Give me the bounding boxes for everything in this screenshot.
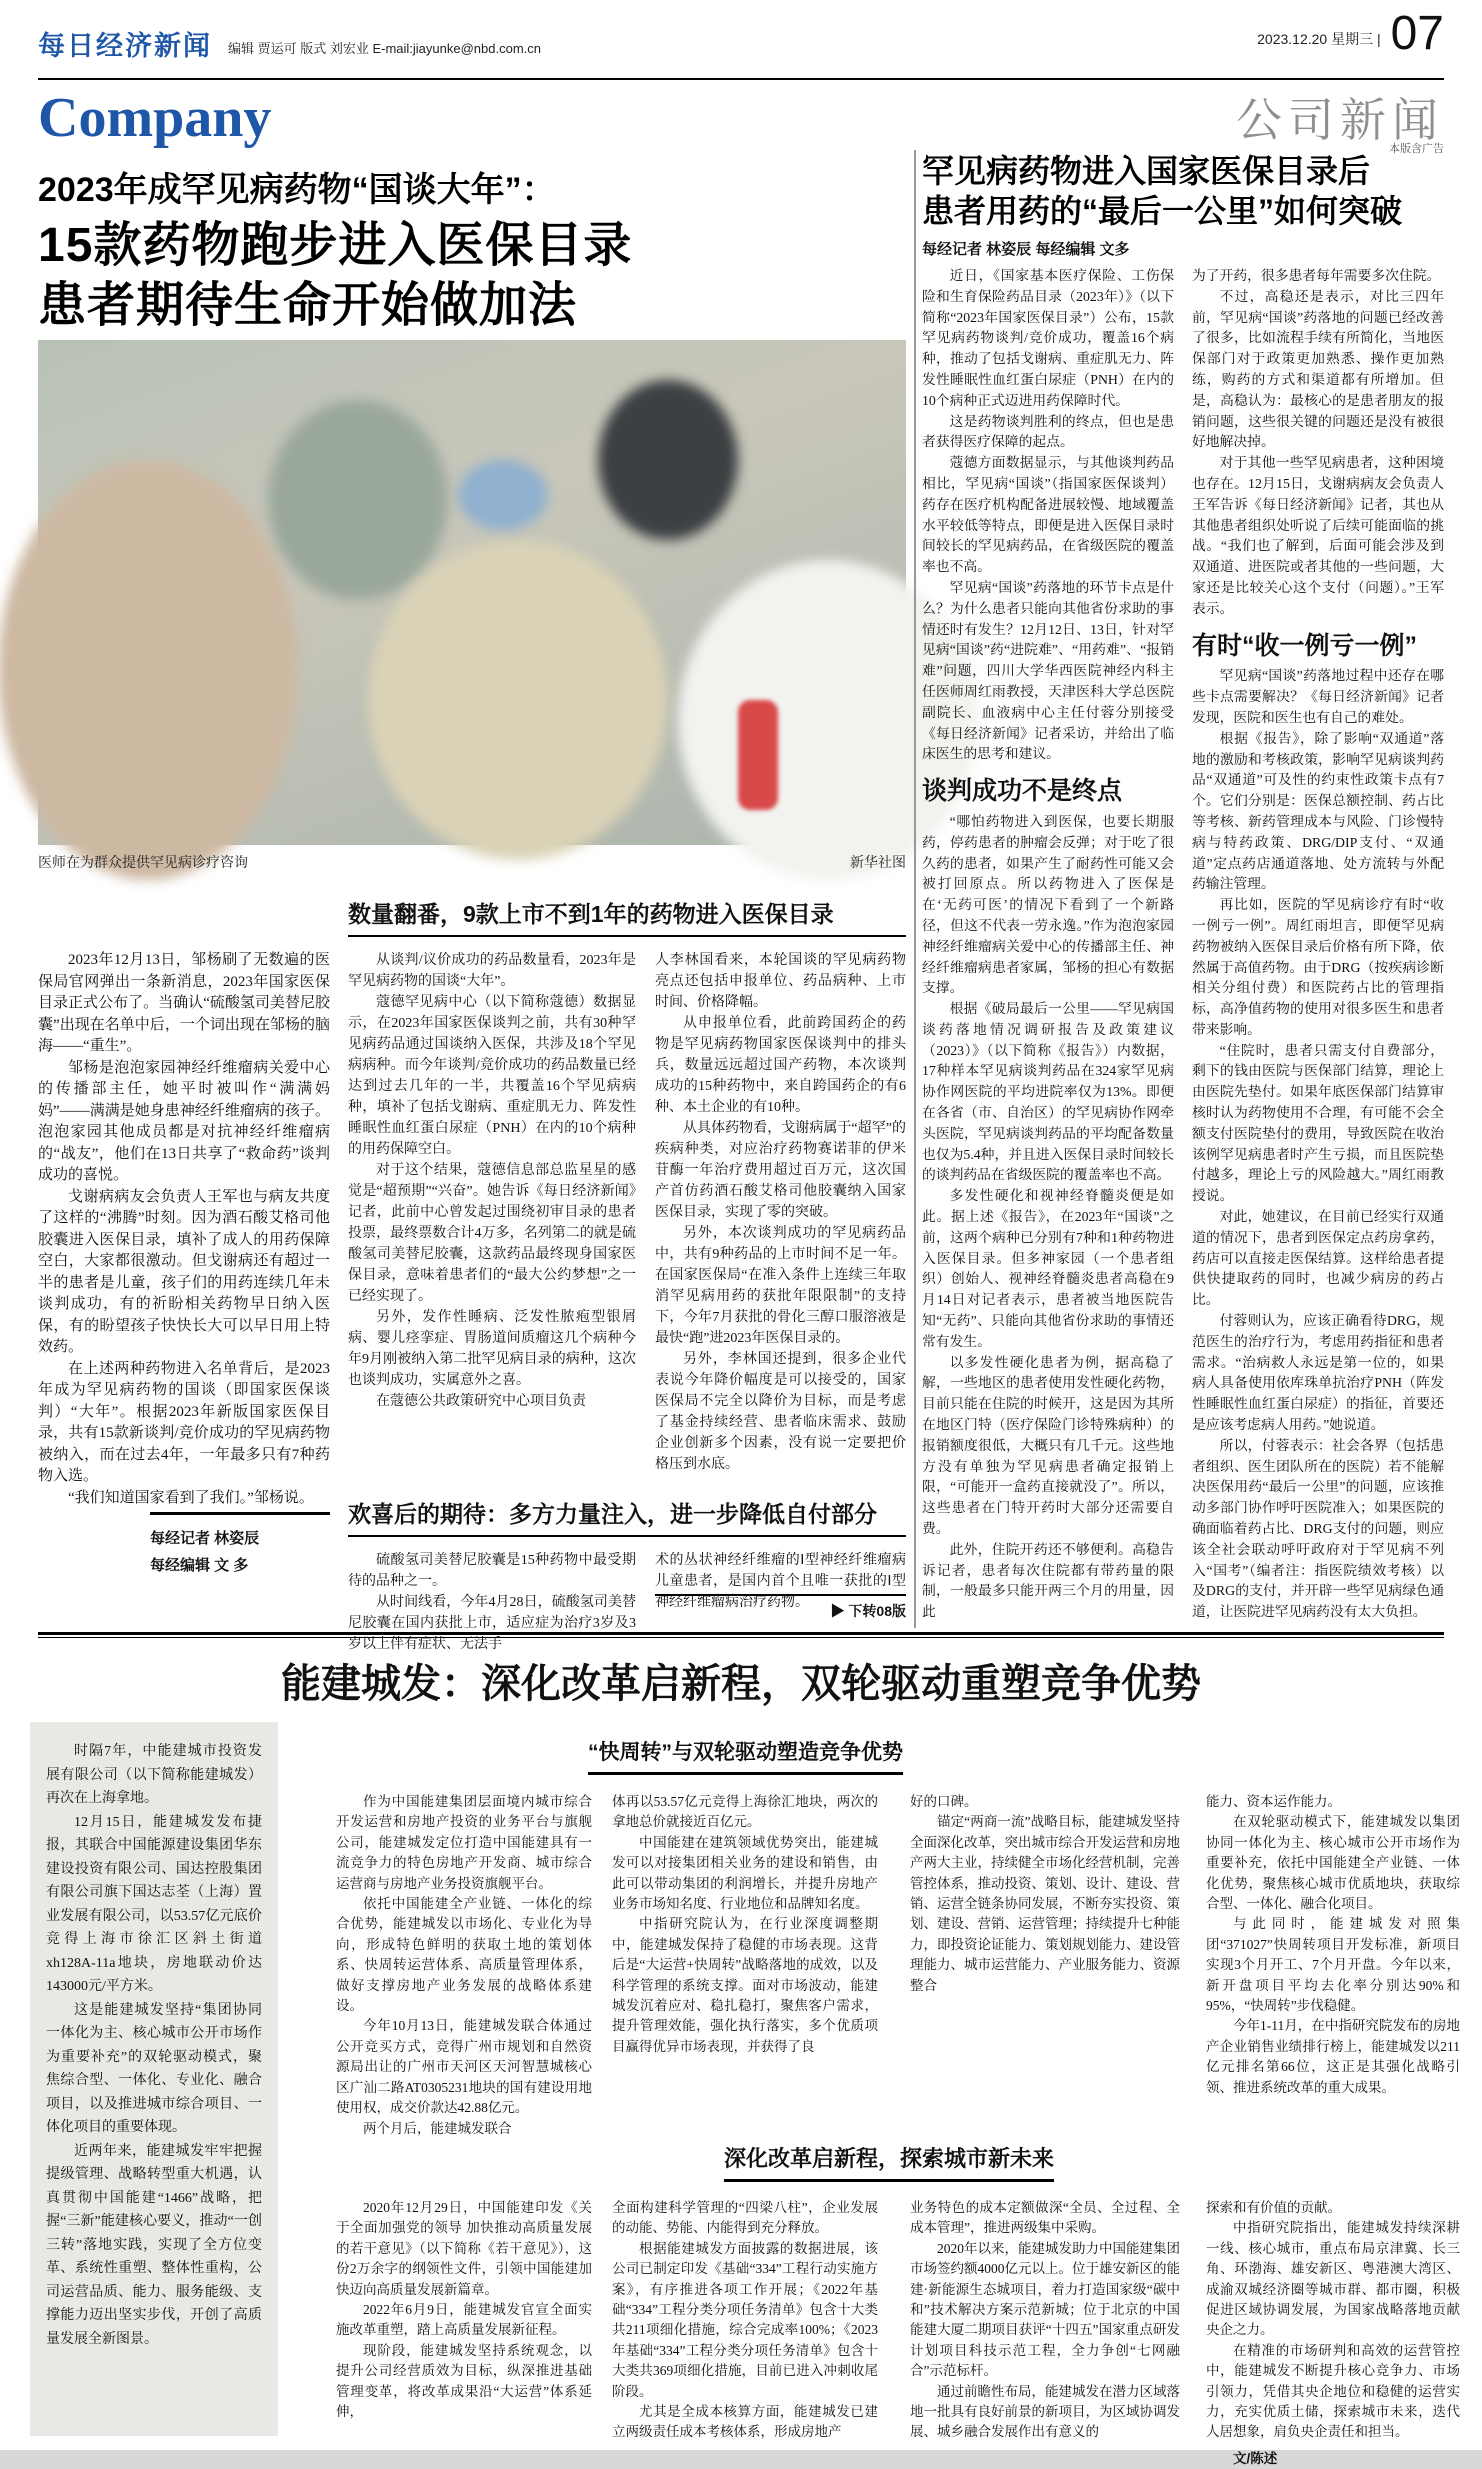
- paragraph: 尤其是全成本核算方面，能建城发已建立两级责任成本考核体系，形成房地产: [612, 2404, 878, 2440]
- paragraph: 罕见病“国谈”药落地的环节卡点是什么？为什么患者只能向其他省份求助的事情还时有发生？12月12日、13日，针对罕见病“国谈”药“进院难”、“用药难”、“报销难”问题，四川大学华西医院神经内科主任医师周红雨教授，天津医科大学总医院副院长、血液病中心主任付蓉分别接受《每日经济新闻》记者采访，并给出了临床医生的思考和建议。: [922, 579, 1174, 762]
- right-headline-line2: 患者用药的“最后一公里”如何突破: [922, 193, 1403, 229]
- paragraph: 对于其他一些罕见病患者，这种困境也存在。12月15日，戈谢病病友会负责人王军告诉《每日经济新闻》记者，其也从其他患者组织处听说了后续可能面临的挑战。“我们也了解到，后面可能会涉及到双通道、进医院或者其他的一些问题，大家还是比较关心这个支付（问题）。”王军表示。: [1192, 455, 1444, 616]
- bottom-subhead-1: “快周转”与双轮驱动塑造竞争优势: [588, 1736, 903, 1775]
- photo-person: [268, 400, 448, 600]
- paragraph: 与此同时，能建城发对照集团“371027”快周转项目开发标准，新项目实现3个月开工、7个月开盘。今年以来，新开盘项目平均去化率分别达90%和95%，“快周转”步伐稳健。: [1206, 1916, 1460, 2014]
- author-credit: 文/陈述: [1233, 2450, 1278, 2466]
- section2-column-1: [348, 1550, 636, 1658]
- photo-person: [368, 540, 668, 860]
- paragraph: 人李林国看来，本轮国谈的罕见病药物亮点还包括申报单位、药品病种、上市时间、价格降幅。: [655, 953, 906, 1010]
- section1-column-2: [655, 950, 906, 1490]
- photo-caption-row: [38, 852, 906, 872]
- paragraph: 中指研究院指出，能建城发持续深耕一线、核心城市，重点布局京津冀、长三角、环渤海、雄安新区、粤港澳大湾区、成渝双城经济圈等城市群、都市圈，积极促进区域协调发展，为国家战略落地贡献央企之力。: [1206, 2220, 1460, 2338]
- paragraph: 戈谢病病友会负责人王军也与病友共度了这样的“沸腾”时刻。因为酒石酸艾格司他胶囊进入医保目录，填补了成人的用药保障空白，大家都很激动。但戈谢病还有超过一半的患者是儿童，孩子们的用药连续几年未谈判成功，有的祈盼相关药物早日纳入医保，有的盼望孩子快快长大可以早日用上特效药。: [38, 1188, 330, 1355]
- bottom-headline: 能建城发：深化改革启新程，双轮驱动重塑竞争优势: [281, 1662, 1201, 1706]
- paragraph: 业务特色的成本定额做深“全员、全过程、全成本管理”，推进两级集中采购。: [910, 2200, 1180, 2236]
- paragraph: 另外，本次谈判成功的罕见病药品中，共有9种药品的上市时间不足一年。在国家医保局“在准入条件上连续三年取消罕见病用药的获批年限限制”的支持下，今年7月获批的骨化三醇口服溶液是最快“跑”进2023年医保目录的。: [655, 1226, 906, 1346]
- paragraph: 根据《破局最后一公里——罕见病国谈药落地情况调研报告及政策建议（2023）》（以下简称《报告》）内数据，17种样本罕见病谈判药品在324家罕见病协作网医院的平均进院率仅为13%。即便在各省（市、自治区）的罕见病协作网牵头医院，罕见病谈判药品的平均配备数量也仅为5.4种，并且进入医保目录时间较长的谈判药品在省级医院的覆盖率也不高。: [922, 1001, 1174, 1183]
- paragraph: 根据《报告》，除了影响“双通道”落地的激励和考核政策，影响罕见病谈判药品“双通道”可及性的约束性政策卡点有7个。它们分别是：医保总额控制、药占比等考核、新药管理成本与风险、门诊慢特病与特药政策、DRG/DIP支付、“双通道”定点药店通道落地、处方流转与外配药输注管理。: [1192, 730, 1444, 892]
- main-kicker: 2023年成罕见病药物“国谈大年”：: [38, 171, 556, 209]
- photo-water-bottle: [738, 700, 778, 810]
- paragraph: 付蓉则认为，应该正确看待DRG，规范医生的治疗行为，考虑用药指征和患者需求。“治病救人永远是第一位的，如果病人具备使用依库珠单抗治疗PNH（阵发性睡眠性血红蛋白尿症）的指征，首要还是应该考虑病人用药。”她说道。: [1192, 1313, 1444, 1433]
- paragraph: 从具体药物看，戈谢病属于“超罕”的疾病种类，对应治疗药物赛诺菲的伊米苷酶一年治疗费用超过百万元，这次国产首仿药酒石酸艾格司他胶囊纳入国家医保目录，实现了零的突破。: [655, 1121, 906, 1220]
- paragraph: 两个月后，能建城发联合: [363, 2120, 512, 2136]
- paragraph: 再比如，医院的罕见病诊疗有时“收一例亏一例”。周红雨坦言，即便罕见病药物被纳入医保目录后价格有所下降，依然属于高值药物。由于DRG（按疾病诊断相关分组付费）和医院药占比的管理指标，高净值药物的使用对很多医生和患者带来影响。: [1192, 897, 1444, 1037]
- paragraph: 全面构建科学管理的“四梁八柱”，企业发展的动能、势能、内能得到充分释放。: [612, 2200, 878, 2236]
- header-rule: [38, 78, 1444, 80]
- paragraph: 硫酸氢司美替尼胶囊是15种药物中最受期待的品种之一。: [348, 1553, 636, 1589]
- section-divider-rule: [38, 1632, 1444, 1638]
- paragraph: 这是能建城发坚持“集团协同一体化为主、核心城市公开市场作为重要补充”的双轮驱动模式，聚焦综合型、一体化、专业化、融合项目，以及推进城市综合项目、一体化项目的重要体现。: [46, 2002, 262, 2135]
- paragraph: 能力、资本运作能力。: [1206, 1794, 1341, 1809]
- section-title-cn: 公司新闻: [1236, 94, 1444, 146]
- news-photo: [38, 340, 906, 845]
- bottom-sidebar: [30, 1722, 278, 2436]
- paragraph: 时隔7年，中能建城市投资发展有限公司（以下简称能建城发）再次在上海拿地。: [46, 1744, 262, 1806]
- right-article-column-1: [922, 266, 1174, 1622]
- paragraph: 术的丛状神经纤维瘤的Ⅰ型神经纤维瘤病儿童患者，是国内首个且唯一获批的Ⅰ型神经纤维瘤病治疗药物。: [655, 1553, 906, 1610]
- paragraph: 另外，发作性睡病、泛发性脓疱型银屑病、婴儿痉挛症、胃肠道间质瘤这几个病种今年9月刚被纳入第二批罕见病目录的病种，这次也谈判成功，实属意外之喜。: [348, 1310, 636, 1388]
- paragraph: 在上述两种药物进入名单背后，是2023年成为罕见病药物的国谈（即国家医保谈判）“大年”。根据2023年新版国家医保目录，共有15款新谈判/竞价成功的罕见病药物被纳入，而在过去4年，一年最多只有7种药物入选。: [38, 1360, 330, 1484]
- paragraph: 作为中国能建集团层面境内城市综合开发运营和房地产投资的业务平台与旗舰公司，能建城发定位打造中国能建具有一流竞争力的特色房地产开发商、城市综合运营商与房地产业务投资旗舰平台。: [336, 1794, 592, 1891]
- paragraph: 中国能建在建筑领域优势突出，能建城发可以对接集团相关业务的建设和销售，由此可以带动集团的利润增长，并提升房地产业务市场知名度、行业地位和品牌知名度。: [612, 1834, 878, 1912]
- paragraph: 这是药物谈判胜利的终点，但也是患者获得医疗保障的起点。: [922, 413, 1174, 450]
- paragraph: 今年1-11月，在中指研究院发布的房地产企业销售业绩排行榜上，能建城发以211亿元排名第66位，这正是其强化战略引领、推进系统改革的重大成果。: [1206, 2018, 1460, 2095]
- paragraph: 以多发性硬化患者为例，据高稳了解，一些地区的患者使用发性硬化药物，目前只能在住院的时候开，这是因为其所在地区门特（医疗保险门诊特殊病种）的报销额度很低，大概只有几千元。这些地方没有单独为罕见病患者确定报销上限，“可能开一盒药直接就没了”。所以，这些患者在门特开药时大部分还需要自费。: [922, 1354, 1174, 1537]
- paragraph: 根据能建城发方面披露的数据进展，该公司已制定印发《基础“334”工程行动实施方案》，有序推进各项工作开展；《2022年基础“334”工程分类分项任务清单》包含十大类共211项细化措施，综合完成率100%；《2023年基础“334”工程分类分项任务清单》包含十大类共369项细化措施，目前已进入冲刺收尾阶段。: [612, 2240, 878, 2399]
- paragraph: 现阶段，能建城发坚持系统观念，以提升公司经营质效为目标，纵深推进基础管理变革，将改革成果沿“大运营”体系延伸，: [336, 2342, 592, 2420]
- paragraph: 蔻德罕见病中心（以下简称蔻德）数据显示，在2023年国家医保谈判之前，共有30种罕见病药品通过国谈纳入医保，共涉及18个罕见病病种。而今年谈判/竞价成功的药品数量已经达到过去几年的一半，共覆盖16个罕见病病种，填补了包括戈谢病、重症肌无力、阵发性睡眠性血红蛋白尿症（PNH）在内的10个病种的用药保障空白。: [348, 995, 636, 1157]
- section1-column-1: [348, 950, 636, 1490]
- header-date: 2023.12.20 星期三 |: [1257, 31, 1381, 47]
- right-headline-line1: 罕见病药物进入国家医保目录后: [922, 153, 1371, 189]
- ad-note: 本版含广告: [1389, 143, 1444, 155]
- paragraph: 对此，她建议，在目前已经实行双通道的情况下，患者到医保定点药房拿药，药店可以直接走医保结算。这样给患者提供快捷取药的同时，也减少病房的药占比。: [1192, 1209, 1444, 1308]
- article-subheading: 谈判成功不是终点: [922, 777, 1123, 806]
- paragraph: 所以，付蓉表示：社会各界（包括患者组织、医生团队所在的医院）若不能解决医保用药“最后一公里”的问题，应该推动多部门协作呼吁医院准入；如果医院的确面临着药占比、DRG支付的问题，则应该全社会联动呼吁政府对于罕见病不列入“国考”（编者注：指医院绩效考核）以及DRG的支付，并开辟一些罕见病绿色通道，让医院进罕见病药没有太大负担。: [1192, 1437, 1444, 1620]
- paragraph: 罕见病“国谈”药落地过程中还存在哪些卡点需要解决？《每日经济新闻》记者发现，医院和医生也有自己的难处。: [1192, 668, 1444, 725]
- paragraph: “我们知道国家看到了我们。”邹杨说。: [68, 1489, 314, 1506]
- right-byline: 每经记者 林姿辰 每经编辑 文多: [922, 241, 1130, 258]
- main-intro-column: [38, 950, 330, 1506]
- jump-to-page-note: ▶ 下转08版: [655, 1594, 906, 1621]
- section2-heading: 欢喜后的期待：多方力量注入，进一步降低自付部分: [348, 1496, 906, 1537]
- paragraph: 从谈判/议价成功的药品数量看，2023年是罕见病药物的国谈“大年”。: [348, 953, 636, 989]
- bottom-row1-column-2: [612, 1792, 878, 2134]
- bottom-row2-column-2: [612, 2198, 878, 2448]
- page-number: 07: [1390, 7, 1444, 60]
- byline-reporter: 每经记者 林姿辰: [150, 1530, 260, 1547]
- paragraph: 此外，住院开药还不够便利。高稳告诉记者，患者每次住院都有带药量的限制，一般最多只能开两三个月的用量，因此: [922, 1541, 1174, 1620]
- vertical-divider: [914, 150, 916, 1628]
- paragraph: 另外，李林国还提到，很多企业代表说今年降价幅度是可以接受的，国家医保局不完全以降价为目标，而是考虑了基金持续经营、患者临床需求、鼓励企业创新多个因素，没有说一定要把价格压到水底。: [655, 1352, 906, 1472]
- paragraph: 锚定“两商一流”战略目标，能建城发坚持全面深化改革，突出城市综合开发运营和房地产两大主业，持续健全市场化经营机制，完善管控体系，推动投资、策划、设计、建设、营销、运营全链条协同发展，不断夯实投资、策划、建设、营销、运营管理；持续提升七种能力，即投资论证能力、策划规划能力、建设管理能力、城市运营能力、产业服务能力、资源整合: [910, 1814, 1180, 1993]
- bottom-row1-column-4: [1206, 1792, 1460, 2134]
- paragraph: 12月15日，能建城发发布捷报，其联合中国能源建设集团华东建设投资有限公司、国达控股集团有限公司旗下国达志荃（上海）置业发展有限公司，以53.57亿元底价竞得上海市徐汇区斜土街道xh128A-11a地块，房地联动价达143000元/平方米。: [46, 1814, 262, 1994]
- masthead-logo: 每日经济新闻: [38, 31, 212, 61]
- photo-person: [598, 380, 738, 540]
- paragraph: 多发性硬化和视神经脊髓炎便是如此。据上述《报告》，在2023年“国谈”之前，这两个病种已分别有7种和1种药物进入医保目录。但多神家园（一个患者组织）创始人、视神经脊髓炎患者高稳在9月14日对记者表示，患者被当地医院告知“无药”、只能向其他省份求助的事情还常有发生。: [922, 1188, 1174, 1349]
- main-headline-line1: 15款药物跑步进入医保目录: [38, 219, 633, 272]
- paragraph: 邹杨是泡泡家园神经纤维瘤病关爱中心的传播部主任，她平时被叫作“满满妈妈”——满满是她身患神经纤维瘤病的孩子。泡泡家园其他成员都是对抗神经纤维瘤病的“战友”，他们在13日共享了“救命药”谈判成功的喜悦。: [38, 1059, 330, 1183]
- paragraph: 近两年来，能建城发牢牢把握提级管理、战略转型重大机遇，认真贯彻中国能建“1466”战略，把握“三新”能建核心要义，推动“一创三转”落地实践，实现了全方位变革、系统性重塑、整体性重构，公司运营品质、能力、服务能级、支撑能力迈出坚实步伐，开创了高质量发展全新图景。: [46, 2143, 262, 2347]
- paragraph: 2020年以来，能建城发助力中国能建集团市场签约额4000亿元以上。位于雄安新区的能建·新能源生态城项目，着力打造国家级“碳中和”技术解决方案示范新城；位于北京的中国能建大厦二期项目获评“十四五”国家重点研发计划项目科技示范工程，全力争创“七网融合”示范标杆。: [910, 2240, 1180, 2379]
- paragraph: “哪怕药物进入到医保，也要长期服药，停药患者的肿瘤会反弹；对于吃了很久药的患者，如果产生了耐药性可能又会被打回原点。所以药物进入了医保是在‘无药可医’的情况下看到了一个新路径，但这不代表一劳永逸。”作为泡泡家园神经纤维瘤病关爱中心的传播部主任、神经纤维瘤病患者家属，邹杨的担心有数据支撑。: [922, 813, 1174, 996]
- paragraph: 探索和有价值的贡献。: [1206, 2200, 1341, 2215]
- paragraph: 体再以53.57亿元竞得上海徐汇地块，两次的拿地总价就接近百亿元。: [612, 1794, 878, 1830]
- main-byline: [150, 1512, 330, 1579]
- bottom-row2-column-4: [1206, 2198, 1460, 2466]
- paragraph: 对于这个结果，蔻德信息部总监星星的感觉是“超预期”“兴奋”。她告诉《每日经济新闻》记者，此前中心曾发起过围绕初审目录的患者投票，最终票数合计4万多，名列第二的就是硫酸氢司美替尼胶囊，这款药品最终现身国家医保目录，意味着患者们的“最大公约梦想”之一已经实现了。: [348, 1163, 636, 1304]
- paragraph: “住院时，患者只需支付自费部分，剩下的钱由医院与医保部门结算，理论上由医院先垫付。如果年底医保部门结算审核时认为药物使用不合理，有可能不会全额支付医院垫付的费用，导致医院在收治该例罕见病患者时产生亏损，而且医院垫付越多，理论上亏的风险越大。”周红雨教授说。: [1192, 1042, 1444, 1204]
- photo-caption: 医师在为群众提供罕见病诊疗咨询: [38, 856, 248, 871]
- section-title-en: Company: [38, 87, 272, 149]
- paragraph: 依托中国能建全产业链、一体化的综合优势，能建城发以市场化、专业化为导向，形成特色鲜明的获取土地的策划体系、快周转运营体系、高质量管理体系，做好支撑房地产业务发展的战略体系建设。: [336, 1896, 592, 2014]
- bottom-subhead-2: 深化改革启新程，探索城市新未来: [724, 2142, 1054, 2182]
- paragraph: 2020年12月29日，中国能建印发《关于全面加强党的领导 加快推动高质量发展的若干意见》（以下简称《若干意见》），这份2万余字的纲领性文件，引领中国能建加快迈向高质量发展新篇章。: [336, 2200, 592, 2297]
- paragraph: 2022年6月9日，能建城发官宣全面实施改革重塑，踏上高质量发展新征程。: [336, 2302, 592, 2338]
- paragraph: 蔻德方面数据显示，与其他谈判药品相比，罕见病“国谈”（指国家医保谈判）药存在医疗机构配备进展较慢、地域覆盖水平较低等特点，即便是进入医保目录时间较长的罕见病药品，在省级医院的覆盖率也不高。: [922, 455, 1174, 575]
- header-meta: 编辑 贾运可 版式 刘宏业 E-mail:jiayunke@nbd.com.cn: [228, 41, 541, 56]
- paragraph: 为了开药，很多患者每年需要多次住院。: [1192, 268, 1441, 283]
- paragraph: 在精准的市场研判和高效的运营管控中，能建城发不断提升核心竞争力、市场引领力，凭借其央企地位和稳健的运营实力，充实优质土储，探索城市未来，迭代人居想象，肩负央企责任和担当。: [1206, 2342, 1460, 2440]
- photo-face-mask: [458, 460, 548, 530]
- paragraph: 中指研究院认为，在行业深度调整期中，能建城发保持了稳健的市场表现。这背后是“大运营+快周转”战略落地的成效，以及科学管理的系统支撑。面对市场波动，能建城发沉着应对、稳扎稳打，聚焦客户需求，提升管理效能，强化执行落实，多个优质项目赢得优异市场表现，并获得了良: [612, 1916, 878, 2054]
- paragraph: 从申报单位看，此前跨国药企的药物是罕见病药物国家医保谈判中的排头兵，数量远远超过国产药物，本次谈判成功的15种药物中，来自跨国药企的有6种、本土企业的有10种。: [655, 1016, 906, 1115]
- byline-editor: 每经编辑 文 多: [150, 1557, 249, 1574]
- paragraph: 近日，《国家基本医疗保险、工伤保险和生育保险药品目录（2023年）》（以下简称“2023年国家医保目录”）公布，15款罕见病药物谈判/竞价成功，覆盖16个病种，推动了包括戈谢病、重症肌无力、阵发性睡眠性血红蛋白尿症（PNH）在内的10个病种正式迈进用药保障时代。: [922, 268, 1174, 408]
- paragraph: 好的口碑。: [910, 1794, 978, 1809]
- main-headline-line2: 患者期待生命开始做加法: [38, 279, 578, 332]
- bottom-row2-column-1: [336, 2198, 592, 2448]
- paragraph: 通过前瞻性布局，能建城发在潜力区域落地一批具有良好前景的新项目，为区域协调发展、城乡融合发展作出有意义的: [910, 2383, 1180, 2440]
- paragraph: 不过，高稳还是表示，对比三四年前，罕见病“国谈”药落地的问题已经改善了很多，比如流程手续有所简化，当地医保部门对于政策更加熟悉、操作更加熟练，购药的方式和渠道都有所增加。但是，高稳认为：最核心的是患者朋友的报销问题，这些很关键的问题还是没有被很好地解决掉。: [1192, 288, 1444, 450]
- article-subheading: 有时“收一例亏一例”: [1192, 631, 1418, 660]
- header-date-page: [1257, 7, 1444, 60]
- paragraph: 今年10月13日，能建城发联合体通过公开竞买方式，竞得广州市规划和自然资源局出让的广州市天河区天河智慧城核心区广汕二路AT0305231地块的国有建设用地使用权，成交价款达42.88亿元。: [336, 2018, 592, 2116]
- bottom-row1-column-1: [336, 1792, 592, 2134]
- photo-person: [0, 460, 298, 880]
- photo-credit: 新华社图: [850, 856, 906, 871]
- paragraph: 在蔻德公共政策研究中心项目负责: [376, 1394, 586, 1409]
- bottom-row2-column-3: [910, 2198, 1180, 2448]
- bottom-row1-column-3: [910, 1792, 1180, 2134]
- paragraph: 在双轮驱动模式下，能建城发以集团协同一体化为主、核心城市公开市场作为重要补充，依托中国能建全产业链、一体化优势，聚焦核心城市优质地块，获取综合型、一体化、融合化项目。: [1206, 1814, 1460, 1912]
- paragraph: 从时间线看，今年4月28日，硫酸氢司美替尼胶囊在国内获批上市，适应症为治疗3岁及3岁以上伴有症状、无法手: [348, 1595, 636, 1652]
- paragraph: 2023年12月13日，邹杨刷了无数遍的医保局官网弹出一条新消息，2023年国家医保目录正式公布了。当确认“硫酸氢司美替尼胶囊”出现在名单中后，一个词出现在邹杨的脑海——“重生”。: [38, 952, 330, 1054]
- section1-heading: 数量翻番，9款上市不到1年的药物进入医保目录: [348, 896, 906, 937]
- right-article-column-2: [1192, 266, 1444, 1622]
